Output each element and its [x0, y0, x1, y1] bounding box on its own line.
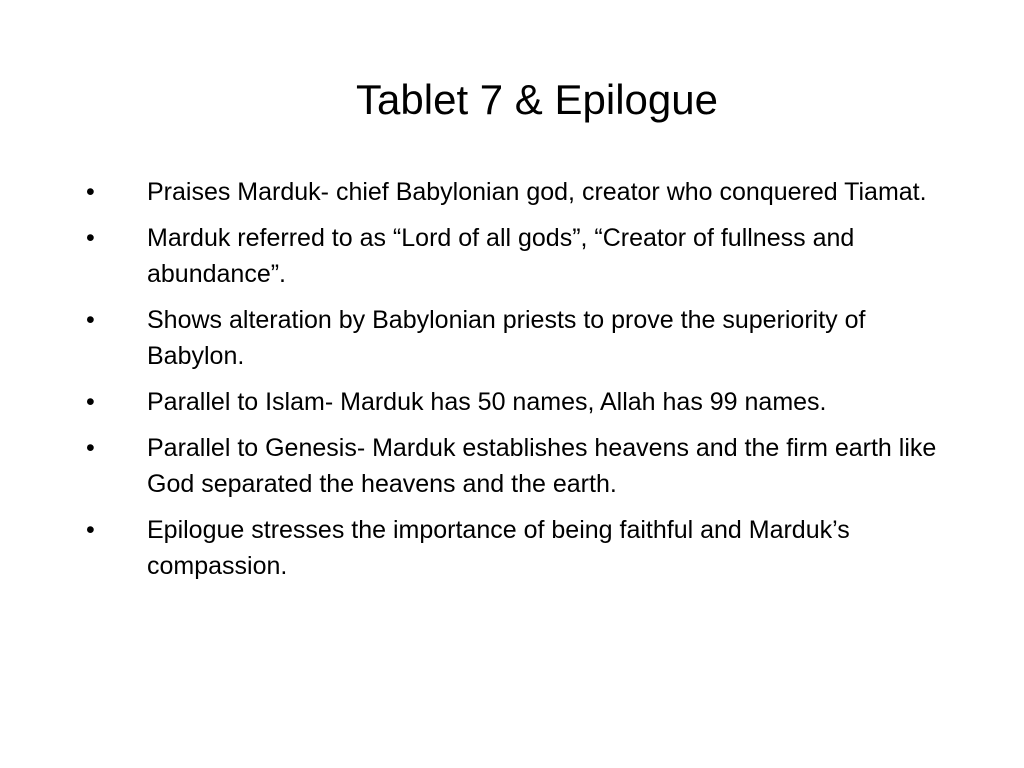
bullet-marker: • [86, 306, 95, 334]
bullet-text: Epilogue stresses the importance of being faithful and Marduk’s compassion. [147, 516, 850, 580]
bullet-item [86, 220, 966, 292]
bullet-text: Shows alteration by Babylonian priests to prove the superiority of Babylon. [147, 306, 866, 370]
slide-title: Tablet 7 & Epilogue [356, 76, 718, 123]
bullet-marker: • [86, 224, 95, 252]
bullet-text: Praises Marduk- chief Babylonian god, creator who conquered Tiamat. [147, 178, 927, 206]
bullet-text: Parallel to Genesis- Marduk establishes heavens and the firm earth like God separated the heavens and the earth. [147, 434, 937, 498]
bullet-item [86, 384, 966, 420]
bullet-marker: • [86, 178, 95, 206]
bullet-item [86, 430, 966, 502]
bullet-item [86, 174, 966, 210]
bullet-marker: • [86, 516, 95, 544]
bullet-list [86, 174, 966, 594]
bullet-text: Marduk referred to as “Lord of all gods”, “Creator of fullness and abundance”. [147, 224, 855, 288]
bullet-marker: • [86, 388, 95, 416]
bullet-item [86, 302, 966, 374]
bullet-item [86, 512, 966, 584]
bullet-marker: • [86, 434, 95, 462]
bullet-text: Parallel to Islam- Marduk has 50 names, Allah has 99 names. [147, 388, 827, 416]
